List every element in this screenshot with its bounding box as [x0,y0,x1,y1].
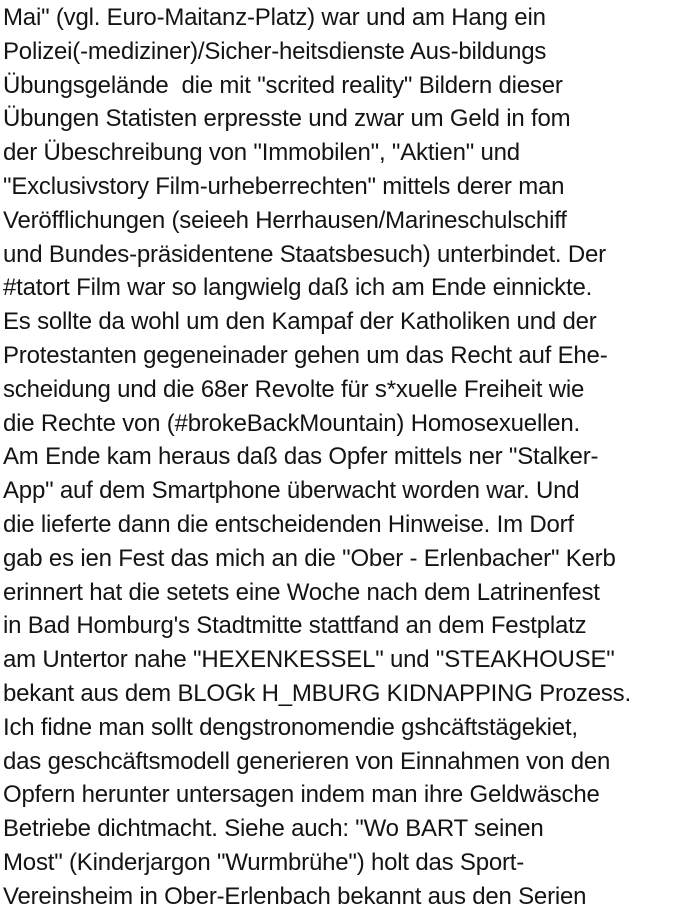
text-line-19: in Bad Homburg's Stadtmitte stattfand an dem Festplatz [3,612,587,640]
text-line-17: gab es ien Fest das mich an die "Ober - Erlenbacher" Kerb [3,544,616,572]
text-line-14: Am Ende kam heraus daß das Opfer mittels ner "Stalker- [3,443,599,471]
text-line-20: am Untertor nahe "HEXENKESSEL" und "STEAKHOUSE" [3,646,615,674]
text-line-21: bekant aus dem BLOGk H_MBURG KIDNAPPING Prozess. [3,679,631,707]
text-line-11: Protestanten gegeneinader gehen um das Recht auf Ehe- [3,341,608,369]
text-line-18: erinnert hat die setets eine Woche nach dem Latrinenfest [3,578,600,606]
text-line-5: der Übeschreibung von "Immobilen", "Aktien" und [3,139,520,167]
text-line-12: scheidung und die 68er Revolte für s*xuelle Freiheit wie [3,375,585,403]
text-line-7: Veröfflichungen (seieeh Herrhausen/Marineschulschiff [3,206,567,234]
text-line-10: Es sollte da wohl um den Kampaf der Katholiken und der [3,308,597,336]
text-line-16: die lieferte dann die entscheidenden Hinweise. Im Dorf [3,510,574,538]
text-line-3: Übungsgelände die mit "scrited reality" Bildern dieser [3,71,563,99]
text-line-22: Ich fidne man sollt dengstronomendie gshcäftstägekiet, [3,713,578,741]
text-line-23: das geschcäftsmodell generieren von Einnahmen von den [3,747,611,775]
text-line-26: Most" (Kinderjargon "Wurmbrühe") holt das Sport- [3,848,525,876]
text-line-13: die Rechte von (#brokeBackMountain) Homosexuellen. [3,409,580,437]
text-line-25: Betriebe dichtmacht. Siehe auch: "Wo BART seinen [3,815,544,843]
text-line-24: Opfern herunter untersagen indem man ihre Geldwäsche [3,781,600,809]
text-line-15: App" auf dem Smartphone überwacht worden war. Und [3,477,580,505]
text-line-8: und Bundes-präsidentene Staatsbesuch) unterbindet. Der [3,240,606,268]
text-line-4: Übungen Statisten erpresste und zwar um Geld in fom [3,105,571,133]
text-line-27: Vereinsheim in Ober-Erlenbach bekannt aus den Serien [3,882,587,910]
text-line-6: "Exclusivstory Film-urheberrechten" mittels derer man [3,172,565,200]
text-line-9: #tatort Film war so langwielg daß ich am Ende einnickte. [3,274,593,302]
text-line-2: Polizei(-mediziner)/Sicher-heitsdienste Aus-bildungs [3,37,547,65]
text-line-1: Mai" (vgl. Euro-Maitanz-Platz) war und am Hang ein [3,4,546,31]
